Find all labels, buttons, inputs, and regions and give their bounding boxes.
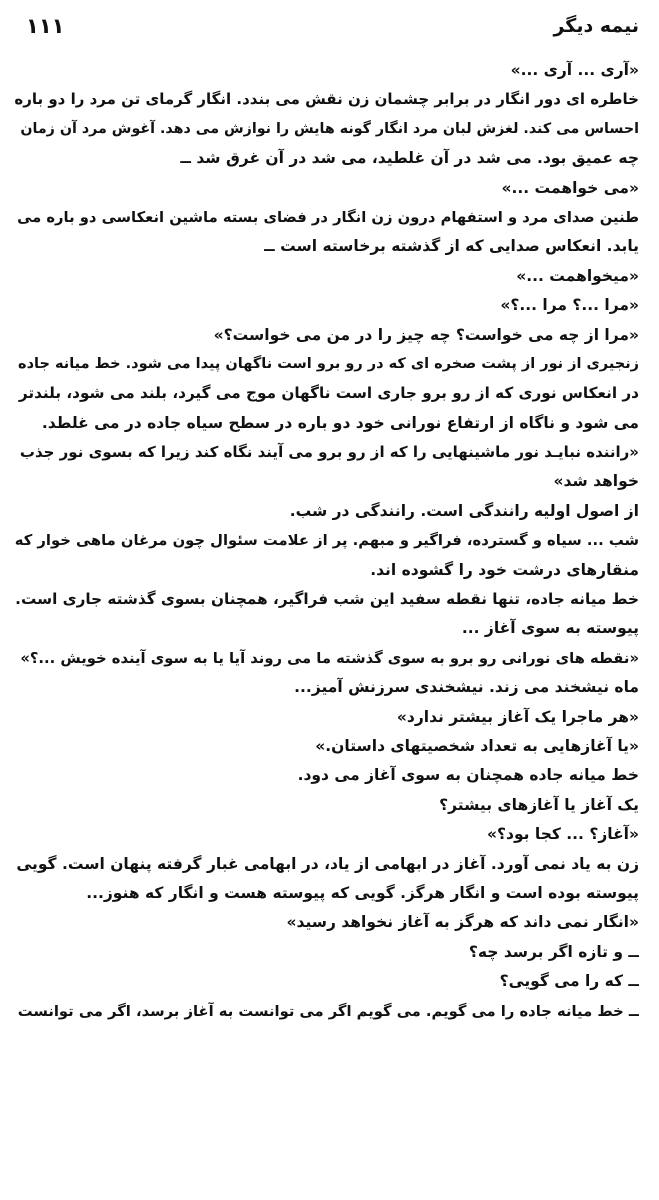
text-line: خاطره ای دور انگار در برابر چشمان زن نقش می بندد. انگار گرمای تن مرد را دو باره	[14, 90, 639, 109]
text-line: «آری ... آری ...»	[510, 61, 639, 79]
text-line: «آغاز؟ ... کجا بود؟»	[486, 825, 639, 844]
text-line: زنجیری از نور از پشت صخره ای که در رو برو است ناگهان پیدا می شود. خط میانه جاده	[18, 355, 639, 372]
body-text	[12, 56, 639, 1026]
text-line: منقارهای درشت خود را گشوده اند.	[370, 560, 639, 579]
text-line: یک آغاز یا آغازهای بیشتر؟	[439, 795, 639, 814]
text-line: «یا آغازهایی به تعداد شخصیتهای داستان.»	[315, 736, 639, 755]
text-line: «انگار نمی داند که هرگز به آغاز نخواهد رسید»	[286, 913, 639, 932]
text-line: «مرا ...؟ مرا ...؟»	[500, 296, 639, 315]
running-title: نیمه دیگر	[553, 15, 639, 37]
text-line: «میخواهمت ...»	[516, 266, 639, 285]
text-line: پیوسته به سوی آغاز ...	[461, 619, 639, 638]
text-line: از اصول اولیه رانندگی است. رانندگی در شب.	[289, 501, 639, 520]
text-line: ــ و تازه اگر برسد چه؟	[468, 942, 639, 961]
text-line: «می خواهمت ...»	[501, 178, 639, 197]
text-line: ماه نیشخند می زند. نیشخندی سرزنش آمیز...	[294, 678, 639, 697]
text-line: «نقطه های نورانی رو برو به سوی گذشته ما می روند آیا یا به سوی آینده خویش ...؟»	[20, 649, 639, 667]
text-line: طنین صدای مرد و استفهام درون زن انگار در فضای بسته ماشین انعکاسی دو باره می	[17, 208, 639, 226]
text-line: یابد. انعکاس صدایی که از گذشته برخاسته است ــ	[264, 237, 639, 256]
text-line: زن به یاد نمی آورد. آغاز در ابهامی از یاد، در ابهامی غبار گرفته پنهان است. گویی	[16, 854, 639, 873]
text-line: پیوسته بوده است و انگار هرگز. گویی که پیوسته هست و انگار که هنوز...	[86, 883, 639, 902]
text-line: ــ خط میانه جاده را می گویم. می گویم اگر می توانست به آغاز برسد، اگر می توانست	[17, 1002, 639, 1020]
text-line: «راننده نبایـد نور ماشینهایی را که از رو برو می آیند نگاه کند زیرا که بسوی نور جذب	[19, 443, 639, 462]
text-line: در انعکاس نوری که از رو برو جاری است ناگهان موج می گیرد، بلند می شود، بلندتر	[18, 384, 639, 403]
page-header	[26, 6, 639, 46]
text-line: چه عمیق بود. می شد در آن غلطید، می شد در آن غرق شد ــ	[180, 149, 639, 168]
text-line: «هر ماجرا یک آغاز بیشتر ندارد»	[396, 707, 639, 726]
text-line: شب ... سیاه و گسترده، فراگیر و مبهم. پر از علامت سئوال چون مرغان ماهی خوار که	[14, 532, 639, 550]
text-line: «مرا از چه می خواست؟ چه چیز را در من می خواست؟»	[213, 325, 639, 344]
text-line: ــ که را می گویی؟	[499, 972, 639, 991]
text-line: احساس می کند. لغزش لبان مرد انگار گونه هایش را نوازش می دهد. آغوش مرد آن زمان	[20, 120, 639, 137]
text-line: خط میانه جاده همچنان به سوی آغاز می دود.	[297, 766, 639, 785]
page-number: ۱۱۱	[26, 14, 65, 38]
text-line: خواهد شد»	[553, 472, 639, 491]
text-line: خط میانه جاده، تنها نقطه سفید این شب فراگیر، همچنان بسوی گذشته جاری است.	[15, 590, 639, 609]
text-line: می شود و ناگاه از ارتفاع نورانی خود دو باره در سطح سیاه جاده در می غلطد.	[41, 413, 639, 432]
